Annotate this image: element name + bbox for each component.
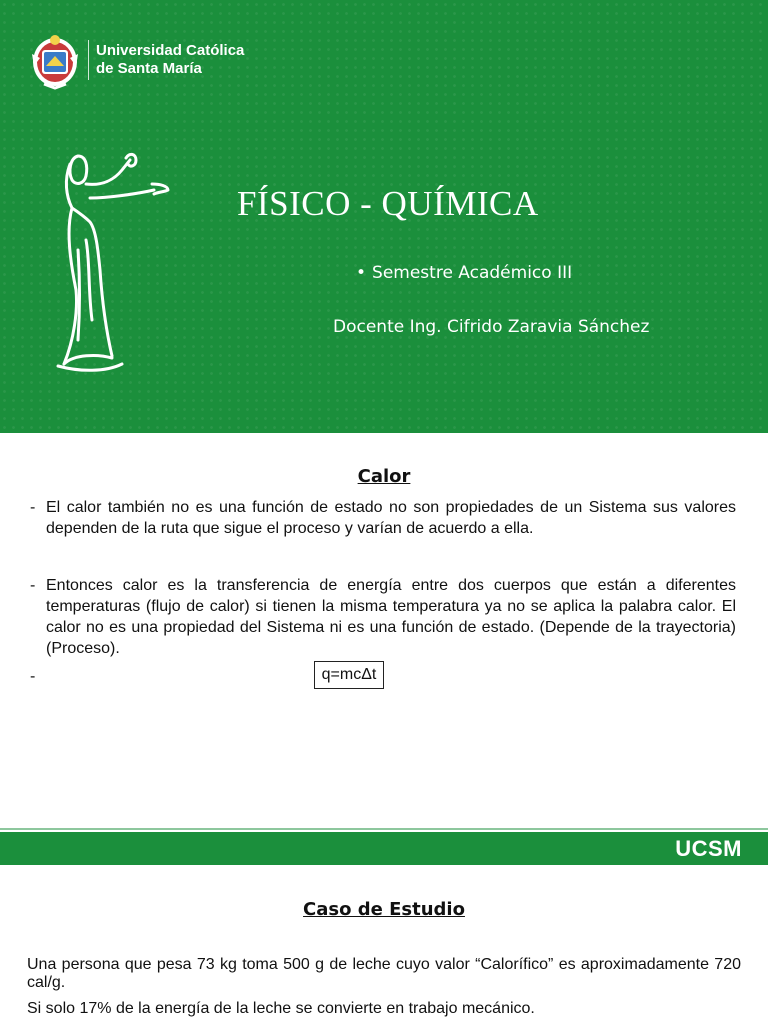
caso-heading: Caso de Estudio [303, 899, 465, 920]
footer-line [0, 828, 768, 830]
university-name-line1: Universidad Católica [96, 42, 245, 59]
heat-formula: q=mcΔt [314, 661, 384, 689]
semester-text: Semestre Académico III [372, 263, 573, 283]
item-text: El calor también no es una función de estado no son propiedades de un Sistema sus valores dependen de la ruta que sigue el proceso y varían de acuerdo a ella. [46, 499, 736, 537]
logo-divider [88, 40, 89, 80]
university-seal-icon [28, 32, 82, 90]
item-text: Entonces calor es la transferencia de energía entre dos cuerpos que están a diferentes temperaturas (flujo de calor) si tienen la misma temperatura ya no se aplica la palabra calor. El calor no es una propiedad del Sistema ni es una función de estado. (Depende de la trayectoria) (Proceso). [46, 577, 736, 657]
caso-estudio-slide [0, 865, 768, 1024]
title-slide [0, 0, 768, 433]
calor-item-1 [30, 497, 736, 539]
ucsm-brand: UCSM [675, 836, 742, 861]
calor-slide [0, 433, 768, 865]
slide-title: FÍSICO - QUÍMICA [237, 184, 539, 223]
item-dash: - [30, 668, 36, 685]
item-dash: - [30, 577, 36, 594]
caso-paragraph-2: Si solo 17% de la energía de la leche se convierte en trabajo mecánico. [27, 1000, 535, 1017]
university-name [96, 42, 244, 78]
docente-line: Docente Ing. Cifrido Zaravia Sánchez [333, 317, 650, 337]
virgin-statue-icon [50, 150, 174, 376]
caso-paragraph-1: Una persona que pesa 73 kg toma 500 g de leche cuyo valor “Calorífico” es aproximadamente 720 cal/g. [27, 956, 741, 991]
university-name-line2: de Santa María [96, 60, 202, 77]
semester-bullet: • [356, 263, 367, 283]
semester-line [356, 263, 572, 283]
item-dash: - [30, 499, 36, 516]
calor-heading: Calor [357, 466, 411, 487]
footer-band [0, 832, 768, 865]
calor-item-2 [30, 575, 736, 659]
